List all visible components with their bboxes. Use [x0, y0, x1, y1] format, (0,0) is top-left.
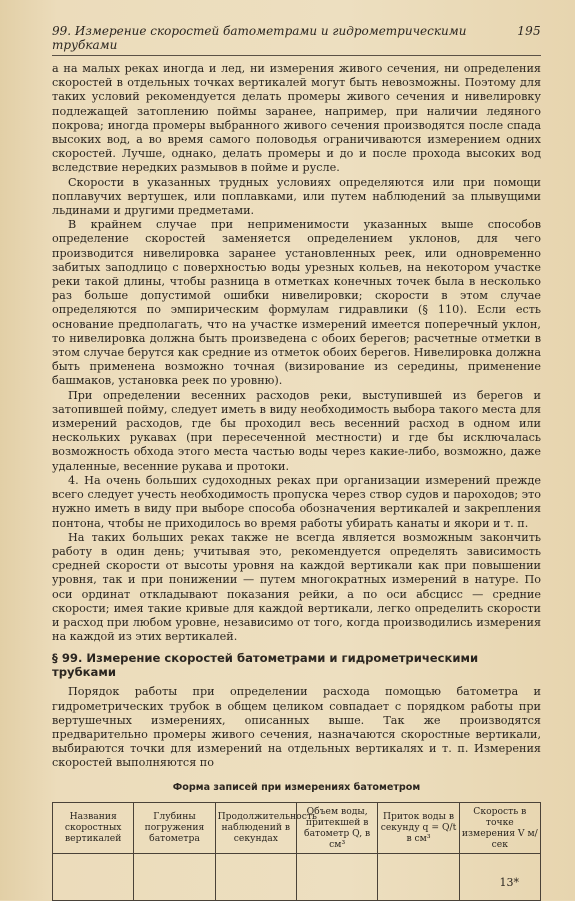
table-cell — [378, 853, 459, 900]
column-header-depth: Глубины погружения батометра — [134, 802, 215, 853]
table-cell — [215, 853, 296, 900]
paragraph: При определении весенних расходов реки, выступившей из берегов и затопившей пойму, следует иметь в виду необходимость выбора такого места для измерений расходов, где бы проходил весь весенний расход в одном или нескольких рукавах (при пересеченной местности) и где бы исключалась возможность обхода этого места частью воды через какие-либо, возможно, даже удаленные, весенние рукава и протоки. — [52, 388, 541, 473]
table-cell — [134, 853, 215, 900]
paragraph: На таких больших реках также не всегда является возможным закончить работу в один день; учитывая это, рекомендуется определять зависимость средней скорости от высоты уровня на каждой вертикали как при повышении уровня, так и при понижении — путем многократных измерений в натуре. По оси ординат откладывают показания рейки, а по оси абсцисс — средние скорости; имея такие кривые для каждой вертикали, легко определить скорости и расход при любом уровне, независимо от того, когда производились измерения на каждой из этих вертикалей. — [52, 530, 541, 644]
table-row — [53, 853, 541, 900]
column-header-velocity: Скорость в точке измерения V м/сек — [459, 802, 540, 853]
section-paragraph: Порядок работы при определении расхода помощью батометра и гидрометрических трубок в общем целиком совпадает с порядком работы при вертушечных измерениях, описанных выше. Так же производятся предварительно промеры живого сечения, назначаются скоростные вертикали, выбираются точки для измерений на отдельных вертикалях и т. п. Измерения скоростей выполняются по — [52, 685, 541, 770]
paragraph: 4. На очень больших судоходных реках при организации измерений прежде всего следует учесть необходимость пропуска через створ судов и пароходов; это нужно иметь в виду при выборе способа обозначения вертикалей и закрепления понтона, чтобы не приходилось во время работы убирать канаты и якори и т. п. — [52, 473, 541, 530]
column-header-inflow: Приток воды в секунду q = Q/t в см³ — [378, 802, 459, 853]
column-header-duration: Продолжительность наблюдений в секундах — [215, 802, 296, 853]
column-header-volume: Объем воды, притекшей в батометр Q, в см³ — [296, 802, 377, 853]
table-header-row — [53, 802, 541, 853]
paragraph: Скорости в указанных трудных условиях определяются или при помощи поплавучих вертушек, или поплавками, или путем наблюдений за плывущими льдинами и другими предметами. — [52, 175, 541, 218]
paragraph: а на малых реках иногда и лед, ни измерения живого сечения, ни определения скоростей в отдельных точках вертикалей могут быть невозможны. Поэтому для таких условий рекомендуется делать промеры живого сечения и нивелировку подлежащей затоплению поймы заранее, например, при наличии ледяного покрова; иногда промеры выбранного живого сечения производятся после спада высоких вод, а во время самого половодья ограничиваются измерением одних скоростей. Лучше, однако, делать промеры и до и после прохода высоких вод вследствие нередких размывов в пойме и русле. — [52, 62, 541, 175]
record-table — [52, 802, 541, 901]
paragraph: В крайнем случае при неприменимости указанных выше способов определение скоростей заменяется определением уклонов, для чего производится нивелировка заранее установленных реек, или одновременно забитых заподлицо с поверхностью воды урезных кольев, на некотором участке реки такой длины, чтобы разница в отметках конечных точек была в несколько раз больше допустимой ошибки нивелировки; скорости в этом случае определяются по эмпирическим формулам гидравлики (§ 110). Если есть основание предполагать, что на участке измерений имеется поперечный уклон, то нивелировка должна быть произведена с обоих берегов; расчетные отметки в этом случае берутся как средние из отметок обоих берегов. Нивелировка должна быть применена возможно точная (визирование из середины, применение башмаков, установка реек по уровню). — [52, 218, 541, 388]
running-header — [52, 24, 541, 56]
table-cell — [296, 853, 377, 900]
section-heading: § 99. Измерение скоростей батометрами и гидрометрическими трубками — [52, 651, 479, 680]
column-header-vertical-names: Названия скоростных вертикалей — [53, 802, 134, 853]
signature-mark: 13* — [499, 876, 519, 889]
page-number: 195 — [517, 24, 541, 38]
table-caption: Форма записей при измерениях батометром — [172, 781, 421, 793]
running-title: 99. Измерение скоростей батометрами и гидрометрическими трубками — [52, 24, 467, 52]
body-text — [52, 62, 541, 901]
table-cell — [53, 853, 134, 900]
